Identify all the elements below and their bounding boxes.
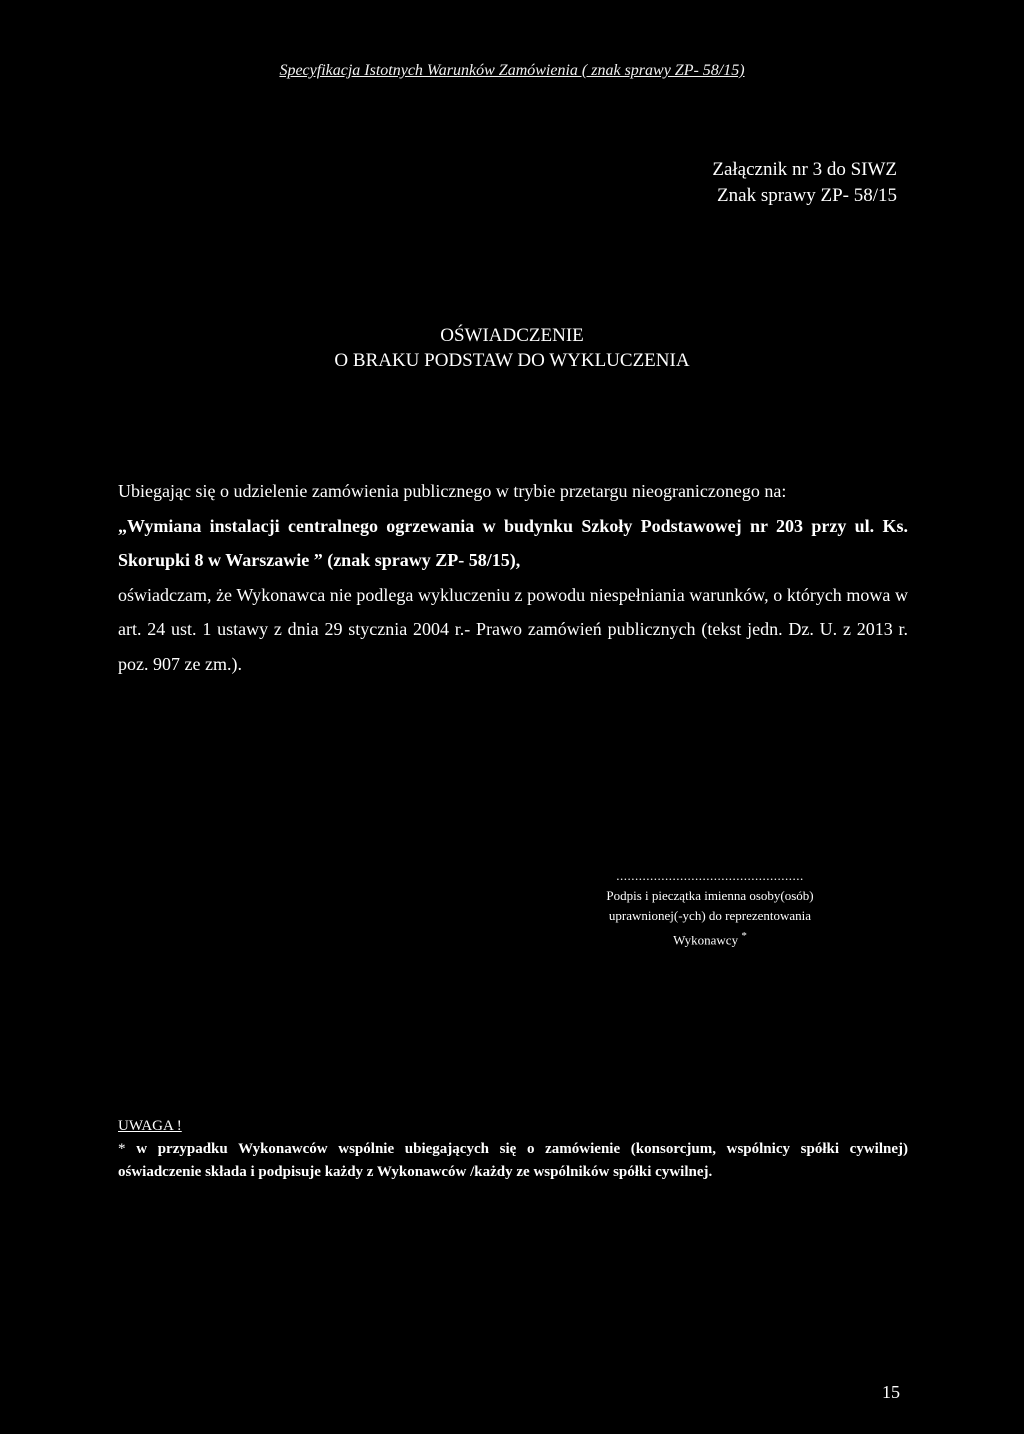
document-title <box>0 323 1024 373</box>
note-text: w przypadku Wykonawców wspólnie ubiegających się o zamówienie (konsorcjum, wspólnicy spółki cywilnej) oświadczenie składa i podpisuje każdy z Wykonawców /każdy ze wspólników spółki cywilnej. <box>118 1141 909 1180</box>
signature-block <box>548 866 872 950</box>
note-asterisk: * <box>118 1141 126 1157</box>
title-line-2: O BRAKU PODSTAW DO WYKLUCZENIA <box>334 350 690 371</box>
signature-asterisk: * <box>741 930 747 942</box>
note-title: UWAGA ! <box>118 1118 182 1134</box>
title-line-1: OŚWIADCZENIE <box>440 325 584 346</box>
signature-line: .................................................. <box>616 868 804 883</box>
running-header: Specyfikacja Istotnych Warunków Zamówienia ( znak sprawy ZP- 58/15) <box>279 62 745 79</box>
page-number: 15 <box>882 1382 900 1402</box>
signature-caption-3-text: Wykonawcy <box>673 932 739 948</box>
case-number: Znak sprawy ZP- 58/15 <box>717 185 897 206</box>
signature-caption-3 <box>548 926 872 950</box>
project-name: „Wymiana instalacji centralnego ogrzewania w budynku Szkoły Podstawowej nr 203 przy ul. Ks. Skorupki 8 w Warszawie ” (znak sprawy ZP- 58/15), <box>118 515 908 570</box>
intro-paragraph: Ubiegając się o udzielenie zamówienia publicznego w trybie przetargu nieograniczonego na: <box>118 481 787 501</box>
declaration-body <box>118 474 908 681</box>
signature-caption-2: uprawnionej(-ych) do reprezentowania <box>608 908 812 923</box>
note-block <box>118 1115 908 1184</box>
signature-caption-1: Podpis i pieczątka imienna osoby(osób) <box>606 888 814 903</box>
note-body <box>118 1138 908 1184</box>
declaration-paragraph: oświadczam, że Wykonawca nie podlega wykluczeniu z powodu niespełniania warunków, o których mowa w art. 24 ust. 1 ustawy z dnia 29 stycznia 2004 r.- Prawo zamówień publicznych (tekst jedn. Dz. U. z 2013 r. poz. 907 ze zm.). <box>118 584 908 674</box>
annex-number: Załącznik nr 3 do SIWZ <box>712 159 897 180</box>
annex-block <box>712 157 897 209</box>
